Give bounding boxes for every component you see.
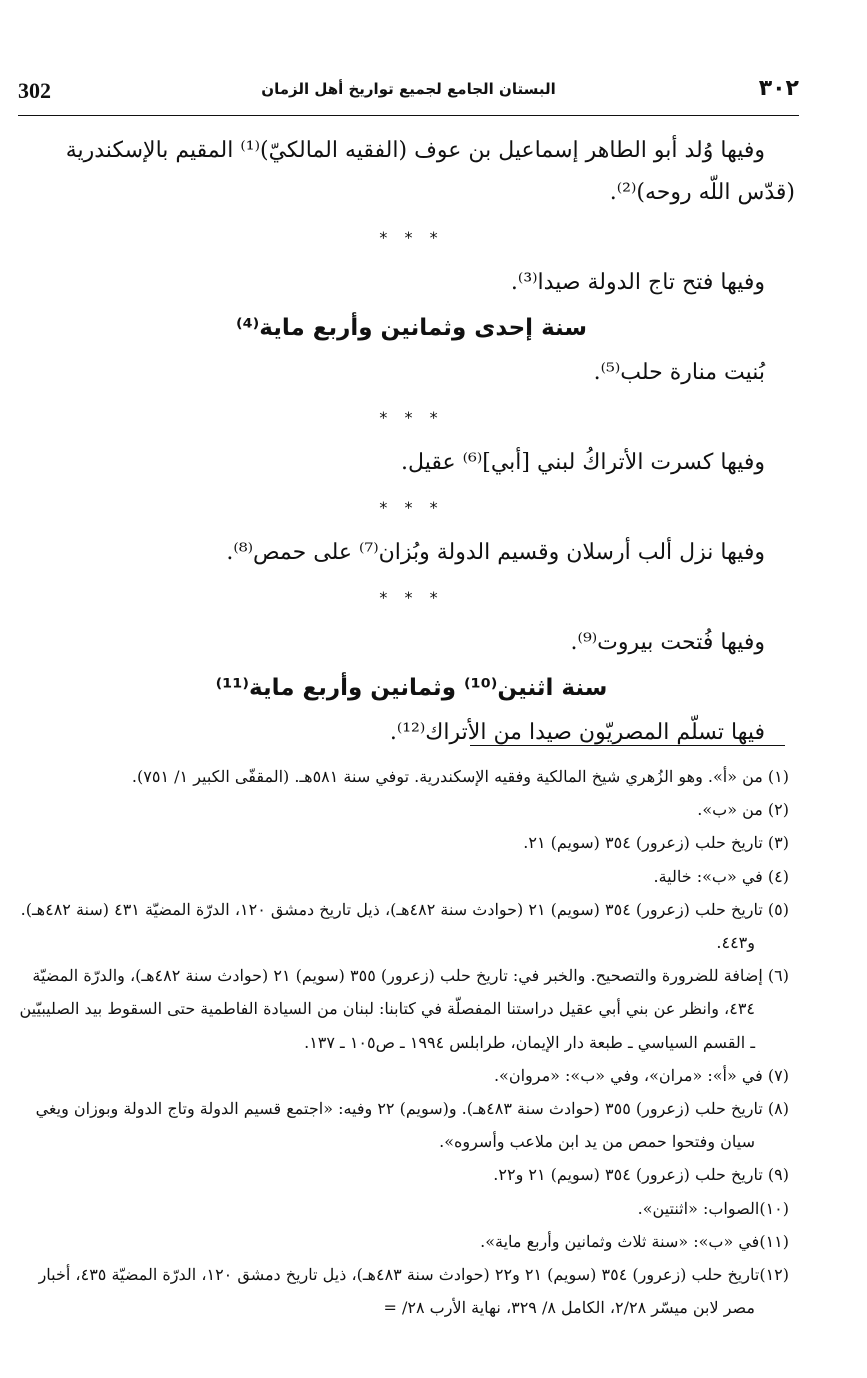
footnote: (٥) تاريخ حلب (زعرور) ٣٥٤ (سويم) ٢١ (حوادث سنة ٤٨٢هـ)، ذيل تاريخ دمشق ١٢٠، الدرّة المضيّة ٤٣١ (سنة ٤٨٢هـ). و٤٤٣. xyxy=(20,899,789,953)
footnote: (١) من «أ». وهو الزُهري شيخ المالكية وفقيه الإسكندرية. توفي سنة ٥٨١هـ. (المقفّى الكبير ١/ ٧٥١). xyxy=(131,767,789,786)
paragraph-minaret-aleppo: بُنيت منارة حلب⁽⁵⁾. xyxy=(593,360,765,385)
year-heading-481: سنة إحدى وثمانين وأربع ماية⁽⁴⁾ xyxy=(235,315,588,341)
running-title: البستان الجامع لجميع تواريخ أهل الزمان xyxy=(261,80,556,98)
footnote: (١٠)الصواب: «اثنتين». xyxy=(637,1198,789,1218)
header-rule xyxy=(18,115,799,116)
paragraph-birth-abu-tahir-cont: (قدّس اللّه روحه)⁽²⁾. xyxy=(609,180,795,205)
footnote: (٨) تاريخ حلب (زعرور) ٣٥٥ (حوادث سنة ٤٨٣هـ). و(سويم) ٢٢ وفيه: «اجتمع قسيم الدولة وتاج الدولة وبوزان ويغي سيان وفتحوا حمص من يد ابن ملاعب وأسروه». xyxy=(35,1099,789,1152)
paragraph-homs: وفيها نزل ألب أرسلان وقسيم الدولة وبُزان⁽⁷⁾ على حمص⁽⁸⁾. xyxy=(226,540,765,565)
section-separator: * * * xyxy=(379,408,444,427)
footnote: (٩) تاريخ حلب (زعرور) ٣٥٤ (سويم) ٢١ و٢٢. xyxy=(493,1165,789,1185)
footnote-rule xyxy=(470,745,785,746)
footnote: (٢) من «ب». xyxy=(697,800,789,820)
footnote: (٤) في «ب»: خالية. xyxy=(653,866,789,886)
year-heading-482: سنة اثنين⁽¹⁰⁾ وثمانين وأربع ماية⁽¹¹⁾ xyxy=(215,675,608,701)
main-text xyxy=(28,130,795,754)
page-number-arabic: ٣٠٢ xyxy=(758,76,799,101)
paragraph-saida-surrender: فيها تسلّم المصريّون صيدا من الأتراك⁽¹²⁾. xyxy=(389,720,765,745)
section-separator: * * * xyxy=(379,228,444,247)
section-separator: * * * xyxy=(379,498,444,517)
paragraph-beirut: وفيها فُتحت بيروت⁽⁹⁾. xyxy=(570,630,765,655)
footnote: (٣) تاريخ حلب (زعرور) ٣٥٤ (سويم) ٢١. xyxy=(523,833,789,853)
footnote: (١٢)تاريخ حلب (زعرور) ٣٥٤ (سويم) ٢١ و٢٢ (حوادث سنة ٤٨٣هـ)، ذيل تاريخ دمشق ١٢٠، الدرّة المضيّة ٤٣٥، أخبار مصر لابن ميسّر ٢/٢٨، الكامل ٨/ ٣٢٩، نهاية الأرب ٢٨/ = xyxy=(38,1265,789,1318)
footnote: (٦) إضافة للضرورة والتصحيح. والخبر في: تاريخ حلب (زعرور) ٣٥٥ (سويم) ٢١ (حوادث سنة ٤٨٢هـ)، والدرّة المضيّة ٤٣٤، وانظر عن بني أبي عقيل دراستنا المفصلّة في كتابنا: لبنان من السيادة الفاطمية حتى السقوط بيد الصليبيّين ـ القسم السياسي ـ طبعة دار الإيمان، طرابلس ١٩٩٤ ـ ص١٠٥ ـ ١٣٧. xyxy=(19,966,789,1052)
page-number-latin: 302 xyxy=(18,78,51,103)
section-separator: * * * xyxy=(379,588,444,607)
footnote: (١١)في «ب»: «سنة ثلاث وثمانين وأربع ماية». xyxy=(480,1231,789,1251)
paragraph-birth-abu-tahir: وفيها وُلد أبو الطاهر إسماعيل بن عوف (الفقيه المالكيّ)⁽¹⁾ المقيم بالإسكندرية xyxy=(65,138,765,163)
paragraph-banu-aqil: وفيها كسرت الأتراكُ لبني [أبي]⁽⁶⁾ عقيل. xyxy=(401,450,765,475)
footnote: (٧) في «أ»: «مران»، وفي «ب»: «مروان». xyxy=(493,1065,789,1085)
page-header xyxy=(18,78,799,114)
footnotes xyxy=(18,760,789,1324)
paragraph-conquest-saida: وفيها فتح تاج الدولة صيدا⁽³⁾. xyxy=(510,270,765,295)
